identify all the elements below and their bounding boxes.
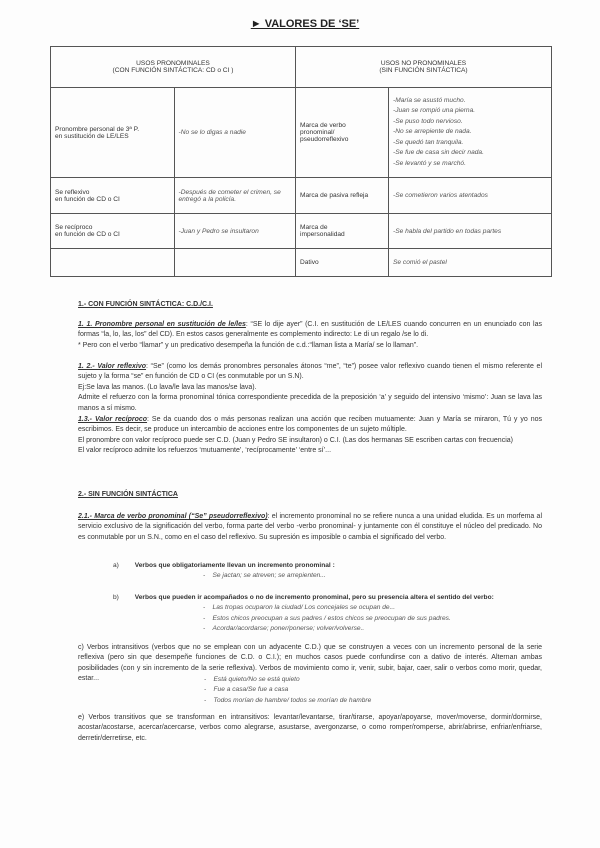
cell-example: -Juan y Pedro se insultaron (174, 214, 296, 249)
example: -Se puso todo nervioso. (393, 117, 463, 125)
use-text: Se reflexivo (55, 188, 90, 196)
list-item: Fue a casa/Se fue a casa (213, 686, 289, 694)
list-item: Todos morían de hambre/ todos se morían de hambre (213, 696, 372, 704)
table-row (51, 214, 552, 249)
paragraph-e (78, 713, 542, 744)
heading-text: 2.- SIN FUNCIÓN SINTÁCTICA (78, 491, 178, 498)
use-text: Marca de verbo (300, 122, 346, 129)
paragraph-text: : “Se” (como los demás pronombres personales átonos “me”, “te”) posee valor reflexivo cuando tienen el mismo referente el sujeto y la forma “se” en función de CD o CI (es conmutable por un S.N). (78, 363, 542, 381)
cell-examples (389, 88, 552, 178)
paragraph-text: : “SE lo dije ayer” (C.I. en sustitución de LE/LES cuando concurren en un enunciado con las formas “la, lo, las, los” del CD). En estos casos generalmente es complemento indirecto: Le di un regalo /se lo di. (78, 321, 542, 339)
list-item: Se jactan; se atreven; se arrepienten... (212, 572, 326, 580)
cell-empty (51, 249, 175, 277)
example: -María se asustó mucho. (393, 96, 466, 104)
example: -Juan se rompió una pierna. (393, 107, 476, 115)
list-item: Acordar/acordarse; poner/ponerse; volver/volverse.. (212, 624, 365, 632)
use-text: Pronombre personal de 3ª P. (55, 125, 140, 133)
list-item: Las tropas ocuparon la ciudad/ Los concejales se ocupan de... (212, 604, 396, 612)
use-text: Se recíproco (55, 224, 93, 231)
list-item: Está quieto/No se está quieto (213, 676, 300, 683)
paragraph-text: El pronombre con valor recíproco puede ser C.D. (Juan y Pedro SE insultaron) o C.I. (Las dos hermanas SE escriben cartas con frecuencia) (78, 436, 513, 444)
paragraph-text: e) Verbos transitivos que se transforman en intransitivos: levantar/levantarse, tirar/tirarse, apoyar/apoyarse, mover/moverse, dormir/dormirse, acostar/acostarse, acercar/acercarse, verbos como alegrarse, asustarse, avergonzarse, o como romper/romperse, abrir/abrirse, enfriar/enfriarse, derretir/derretirse, etc. (78, 714, 542, 742)
paragraph-note: * Pero con el verbo “llamar” y un predicativo desempeña la función de c.d.:“llaman lista a María/ se lo llaman”. (78, 341, 419, 349)
list-b: b) Verbos que pueden ir acompañados o no de incremento pronominal, pero su presencia altera el sentido del verbo: - Las tropas ocuparon la ciudad/ Los concejales se ocupan de... - Estos chicos preocupan a sus padres / estos chicos se preocupan de sus padres. - Acordar/acordarse; poner/ponerse; volver/volverse.. (113, 594, 494, 632)
list-text: Verbos que pueden ir acompañados o no de incremento pronominal, pero su presencia altera el sentido del verbo: (134, 594, 494, 601)
example: -Se levantó y se marchó. (393, 159, 466, 167)
se-values-table (50, 46, 552, 277)
cell-example: Se comió el pastel (389, 249, 552, 277)
cell-example: -No se lo digas a nadie (174, 88, 296, 178)
paragraph-example: Ej:Se lava las manos. (Lo lava/le lava las manos/se lava). (78, 383, 257, 391)
header-subtext: (CON FUNCIÓN SINTÁCTICA: CD o CI ) (112, 67, 234, 74)
list-text: Verbos que obligatoriamente llevan un incremento pronominal : (134, 562, 335, 569)
cell-use: Dativo (296, 249, 389, 277)
paragraph-text: : Se da cuando dos o más personas realizan una acción que reciben mutuamente: Juan y María se miraron, Tú y yo nos escribimos. Es decir, se produce un intercambio de acciones entre los componentes de un sujeto múltiple. (78, 416, 542, 434)
cell-use (51, 178, 175, 214)
list-marker: a) (113, 562, 119, 569)
cell-use (51, 214, 175, 249)
example: -Se quedó tan tranquila. (393, 138, 464, 146)
header-pronominal (51, 47, 296, 88)
page-title: ► VALORES DE ‘SE’ (250, 18, 360, 30)
cell-example: -Se cometieron varios atentados (389, 178, 552, 214)
use-text: en función de CD o CI (55, 195, 120, 203)
section-1-heading (78, 300, 542, 310)
cell-use: Marca de pasiva refleja (296, 178, 389, 214)
paragraph-text: : el incremento pronominal no se refiere nunca a una unidad eludida. Es un morfema al servicio exclusivo de la significación del verbo, forma parte del verbo -verbo pronominal- y juntamente con él constituye el núcleo del predicado. No es conmutable por un S.N., como en el caso del reflexivo. Su supresión es imposible o cambia el significado del verbo. (78, 513, 542, 541)
header-no-pronominal (296, 47, 552, 88)
table-row (51, 249, 552, 277)
paragraph-label: 2.1.- Marca de verbo pronominal (“Se” pseudorreflexivo) (78, 513, 268, 520)
paragraph-1-2 (78, 362, 542, 414)
list-marker: b) (113, 594, 119, 601)
cell-example: -Después de cometer el crimen, se entregó a la policía. (174, 178, 296, 214)
cell-use (296, 214, 389, 249)
heading-text: 1.- CON FUNCIÓN SINTÁCTICA: C.D./C.I. (78, 301, 213, 308)
cell-empty (174, 249, 296, 277)
use-text: en función de CD o CI (55, 231, 120, 238)
paragraph-2-1 (78, 512, 542, 543)
paragraph-text: Admite el refuerzo con la forma pronominal tónica correspondiente precedida de la preposición ‘a’ y seguido del intensivo ‘mismo’: Juan se lava las manos a sí mismo. (78, 394, 542, 412)
header-text: USOS NO PRONOMINALES (380, 60, 467, 67)
paragraph-label: 1. 1. Pronombre personal en sustitución de le/les (78, 321, 246, 328)
list-a: a) Verbos que obligatoriamente llevan un incremento pronominal : - Se jactan; se atreven; se arrepienten... (113, 562, 335, 580)
paragraph-text: El valor recíproco admite los refuerzos ‘mutuamente’, ‘recíprocamente’ ‘entre sí’... (78, 447, 332, 455)
header-subtext: (SIN FUNCIÓN SINTÁCTICA) (379, 67, 468, 74)
use-text: impersonalidad (300, 231, 345, 238)
paragraph-label: 1.3.- Valor recíproco (78, 416, 148, 423)
use-text: pseudorreflexivo (300, 136, 349, 143)
example: -Se fue de casa sin decir nada. (393, 149, 484, 157)
use-text: pronominal/ (300, 129, 335, 136)
header-text: USOS PRONOMINALES (136, 60, 210, 67)
paragraph-1-1 (78, 320, 542, 351)
list-c: - Está quieto/No se está quieto - Fue a casa/Se fue a casa - Todos morían de hambre/ todos se morían de hambre (204, 676, 372, 704)
section-2-heading (78, 490, 542, 500)
paragraph-text: c) Verbos intransitivos (verbos que no se emplean con un adyacente C.D.) que se construyen a veces con un incremento personal de la serie reflexiva (pero sin que desempeñe funciones de C.D. o C.I.); en muchos casos puede confundirse con a dativo de interés. Alternan ambas posibilidades (con y sin incremento de la serie reflexiva). Verbos de movimiento como ir, venir, subir, bajar, caer, salir o verbos como morir, quedar, estar... (78, 644, 542, 683)
paragraph-label: 1. 2.- Valor reflexivo (78, 363, 147, 370)
cell-example: -Se habla del partido en todas partes (389, 214, 552, 249)
example: -No se arrepiente de nada. (393, 128, 472, 136)
table-row (51, 178, 552, 214)
cell-use (296, 88, 389, 178)
paragraph-1-3 (78, 415, 542, 457)
list-item: Estos chicos preocupan a sus padres / estos chicos se preocupan de sus padres. (212, 614, 451, 622)
cell-use (51, 88, 175, 178)
use-text: Marca de (300, 224, 328, 231)
use-text: en sustitución de LE/LES (55, 132, 129, 140)
table-row (51, 88, 552, 178)
